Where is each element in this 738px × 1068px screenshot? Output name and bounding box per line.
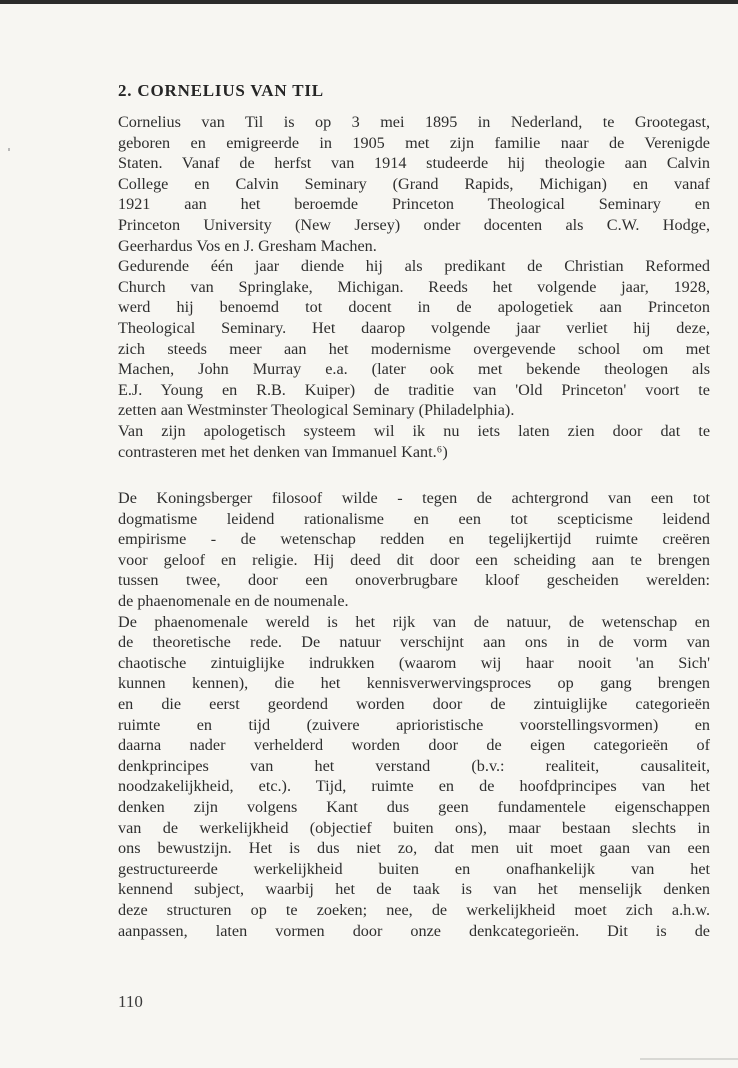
text-line: tussen twee, door een onoverbrugbare kloof gescheiden werelden: <box>118 571 710 590</box>
text-line: voor geloof en religie. Hij deed dit door een scheiding aan te brengen <box>118 550 710 569</box>
text-line: Van zijn apologetisch systeem wil ik nu iets laten zien door dat te <box>118 421 710 440</box>
text-line: De phaenomenale wereld is het rijk van de natuur, de wetenschap en <box>118 612 710 631</box>
text-line: geboren en emigreerde in 1905 met zijn familie naar de Verenigde <box>118 133 710 152</box>
text-line: empirisme - de wetenschap redden en tegelijkertijd ruimte creëren <box>118 530 710 549</box>
text-line: denken zijn volgens Kant dus geen fundamentele eigenschappen <box>118 798 710 816</box>
text-line: gestructureerde werkelijkheid buiten en onafhankelijk van het <box>118 859 710 878</box>
section-heading: 2. CORNELIUS VAN TIL <box>118 81 324 100</box>
bottom-scan-edge <box>640 1058 738 1060</box>
text-line: Staten. Vanaf de herfst van 1914 studeerde hij theologie aan Calvin <box>118 154 710 173</box>
text-line: College en Calvin Seminary (Grand Rapids, Michigan) en vanaf <box>118 174 710 193</box>
text-line: van de werkelijkheid (objectief buiten ons), maar bestaan slechts in <box>118 818 710 837</box>
text-line: E.J. Young en R.B. Kuiper) de traditie van 'Old Princeton' voort te <box>118 380 710 399</box>
paragraph-career <box>118 256 710 421</box>
text-line: en die eerst geordend worden door de zintuiglijke categorieën <box>118 695 710 714</box>
text-line: De Koningsberger filosoof wilde - tegen de achtergrond van een tot <box>118 489 710 508</box>
text-line: Theological Seminary. Het daarop volgende jaar verliet hij deze, <box>118 318 710 337</box>
page-number: 110 <box>118 992 143 1011</box>
text-line: Cornelius van Til is op 3 mei 1895 in Nederland, te Grootegast, <box>118 113 710 131</box>
text-line: werd hij benoemd tot docent in de apologetiek aan Princeton <box>118 298 710 317</box>
text-line: Gedurende één jaar diende hij als predikant de Christian Reformed <box>118 257 710 276</box>
text-line: daarna nader verhelderd worden door de eigen categorieën of <box>118 736 710 755</box>
text-line: Princeton University (New Jersey) onder docenten als C.W. Hodge, <box>118 215 710 234</box>
top-scan-border <box>0 0 738 4</box>
text-line: ons bewustzijn. Het is dus niet zo, dat men uit moet gaan van een <box>118 839 710 858</box>
text-line: Church van Springlake, Michigan. Reeds het volgende jaar, 1928, <box>118 277 710 296</box>
text-line: 1921 aan het beroemde Princeton Theological Seminary en <box>118 195 710 214</box>
margin-speck <box>8 148 10 151</box>
text-line: aanpassen, laten vormen door onze denkcategorieën. Dit is de <box>118 921 710 940</box>
text-line: kunnen kennen), die het kennisverwervingsproces op gang brengen <box>118 674 710 693</box>
paragraph-intro-kant <box>118 421 710 462</box>
text-line: de phaenomenale en de noumenale. <box>118 592 349 611</box>
text-line: deze structuren op te zoeken; nee, de werkelijkheid moet zich a.h.w. <box>118 900 710 919</box>
paragraph-biography <box>118 112 710 256</box>
text-line: Machen, John Murray e.a. (later ook met bekende theologen als <box>118 360 710 379</box>
text-line: dogmatisme leidend rationalisme en een tot scepticisme leidend <box>118 509 710 528</box>
paragraph-phaenomenal-world <box>118 612 710 942</box>
paragraph-kant-philosophy <box>118 488 710 612</box>
page-body <box>118 80 710 941</box>
text-line: denkprincipes van het verstand (b.v.: realiteit, causaliteit, <box>118 756 710 775</box>
text-line: zich steeds meer aan het modernisme overgevende school om met <box>118 339 710 358</box>
text-line: noodzakelijkheid, etc.). Tijd, ruimte en de hoofdprincipes van het <box>118 777 710 796</box>
text-line: contrasteren met het denken van Immanuel Kant.⁶) <box>118 442 448 461</box>
text-line: Geerhardus Vos en J. Gresham Machen. <box>118 236 377 255</box>
text-line: zetten aan Westminster Theological Seminary (Philadelphia). <box>118 401 515 420</box>
text-line: chaotische zintuiglijke indrukken (waarom wij haar nooit 'an Sich' <box>118 653 710 672</box>
text-line: de theoretische rede. De natuur verschijnt aan ons in de vorm van <box>118 633 710 652</box>
text-line: kennend subject, waarbij het de taak is van het menselijk denken <box>118 880 710 899</box>
text-line: ruimte en tijd (zuivere aprioristische voorstellingsvormen) en <box>118 715 710 734</box>
